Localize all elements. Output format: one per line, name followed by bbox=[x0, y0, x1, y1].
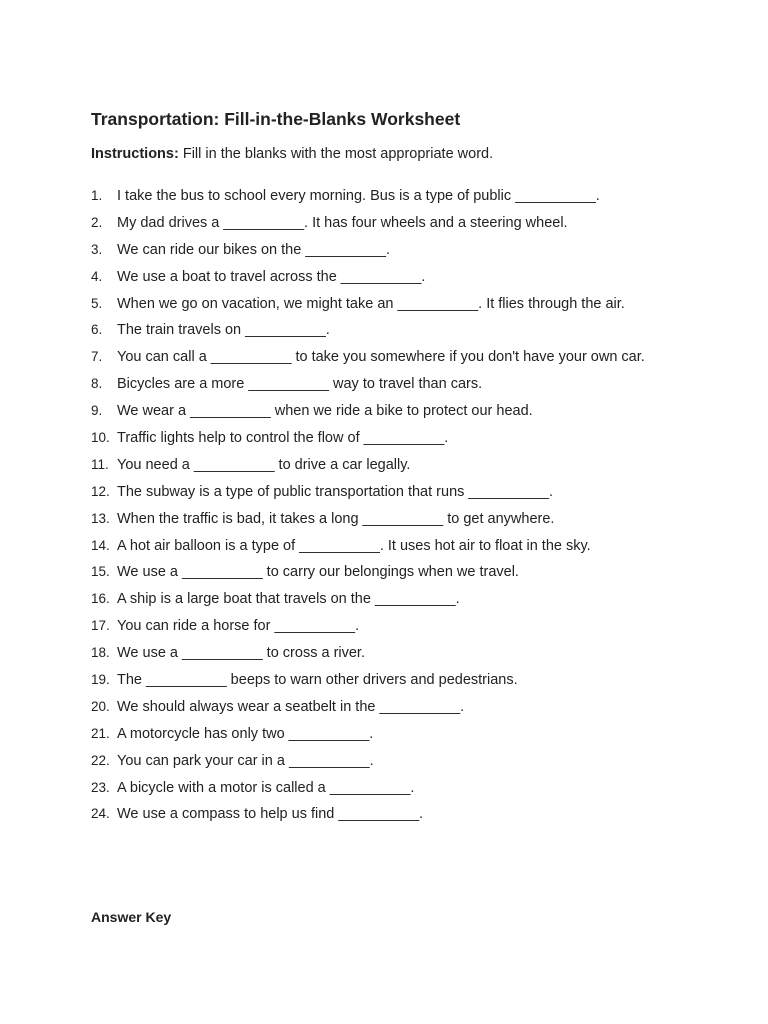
question-number: 3. bbox=[91, 241, 103, 257]
question-text: You can ride a horse for __________. bbox=[117, 618, 360, 635]
question-number: 23. bbox=[91, 779, 110, 795]
question-number: 24. bbox=[91, 806, 110, 822]
instructions bbox=[91, 146, 493, 162]
question-text: You can park your car in a __________. bbox=[117, 752, 374, 769]
answer-key-heading: Answer Key bbox=[91, 909, 172, 925]
question-text: We use a __________ to carry our belongings when we travel. bbox=[117, 564, 519, 581]
question-text: Traffic lights help to control the flow of __________. bbox=[117, 430, 449, 447]
question-number: 14. bbox=[91, 537, 110, 553]
question-number: 11. bbox=[91, 456, 109, 472]
question-number: 21. bbox=[91, 725, 110, 741]
question-number: 7. bbox=[91, 349, 103, 365]
question-text: We wear a __________ when we ride a bike to protect our head. bbox=[117, 403, 533, 420]
question-text: You need a __________ to drive a car legally. bbox=[117, 456, 411, 473]
question-text: You can call a __________ to take you somewhere if you don't have your own car. bbox=[117, 349, 645, 366]
question-number: 12. bbox=[91, 483, 110, 499]
instructions-text: Fill in the blanks with the most appropriate word. bbox=[178, 146, 494, 162]
instructions-label: Instructions: bbox=[91, 146, 179, 162]
question-number: 5. bbox=[91, 295, 103, 311]
question-text: The train travels on __________. bbox=[117, 322, 330, 339]
question-number: 18. bbox=[91, 645, 110, 661]
question-number: 16. bbox=[91, 591, 110, 607]
question-number: 4. bbox=[91, 268, 103, 284]
question-number: 17. bbox=[91, 618, 110, 634]
question-text: The __________ beeps to warn other drivers and pedestrians. bbox=[117, 672, 518, 689]
question-text: We use a boat to travel across the __________. bbox=[117, 268, 426, 285]
question-text: My dad drives a __________. It has four wheels and a steering wheel. bbox=[117, 214, 568, 231]
question-number: 10. bbox=[91, 430, 110, 446]
question-text: A hot air balloon is a type of __________. It uses hot air to float in the sky. bbox=[117, 537, 591, 554]
question-text: A bicycle with a motor is called a __________. bbox=[117, 779, 415, 796]
question-number: 2. bbox=[91, 214, 103, 230]
question-text: The subway is a type of public transportation that runs __________. bbox=[117, 483, 554, 500]
question-text: A motorcycle has only two __________. bbox=[117, 725, 374, 742]
question-text: When the traffic is bad, it takes a long __________ to get anywhere. bbox=[117, 510, 555, 527]
question-number: 9. bbox=[91, 403, 103, 419]
question-number: 15. bbox=[91, 564, 110, 580]
question-text: Bicycles are a more __________ way to travel than cars. bbox=[117, 376, 483, 393]
question-number: 1. bbox=[91, 188, 103, 203]
question-text: We should always wear a seatbelt in the __________. bbox=[117, 698, 465, 715]
question-number: 8. bbox=[91, 376, 103, 392]
question-text: We can ride our bikes on the __________. bbox=[117, 241, 391, 258]
question-text: We use a __________ to cross a river. bbox=[117, 645, 365, 662]
question-number: 22. bbox=[91, 752, 110, 768]
question-text: I take the bus to school every morning. Bus is a type of public __________. bbox=[117, 188, 600, 204]
question-number: 6. bbox=[91, 322, 103, 338]
page-title: Transportation: Fill-in-the-Blanks Worksheet bbox=[91, 109, 461, 129]
question-text: A ship is a large boat that travels on the __________. bbox=[117, 591, 460, 608]
question-text: We use a compass to help us find __________. bbox=[117, 806, 424, 823]
question-text: When we go on vacation, we might take an __________. It flies through the air. bbox=[117, 295, 625, 312]
question-number: 13. bbox=[91, 510, 110, 526]
question-number: 19. bbox=[91, 672, 110, 688]
question-number: 20. bbox=[91, 698, 110, 714]
